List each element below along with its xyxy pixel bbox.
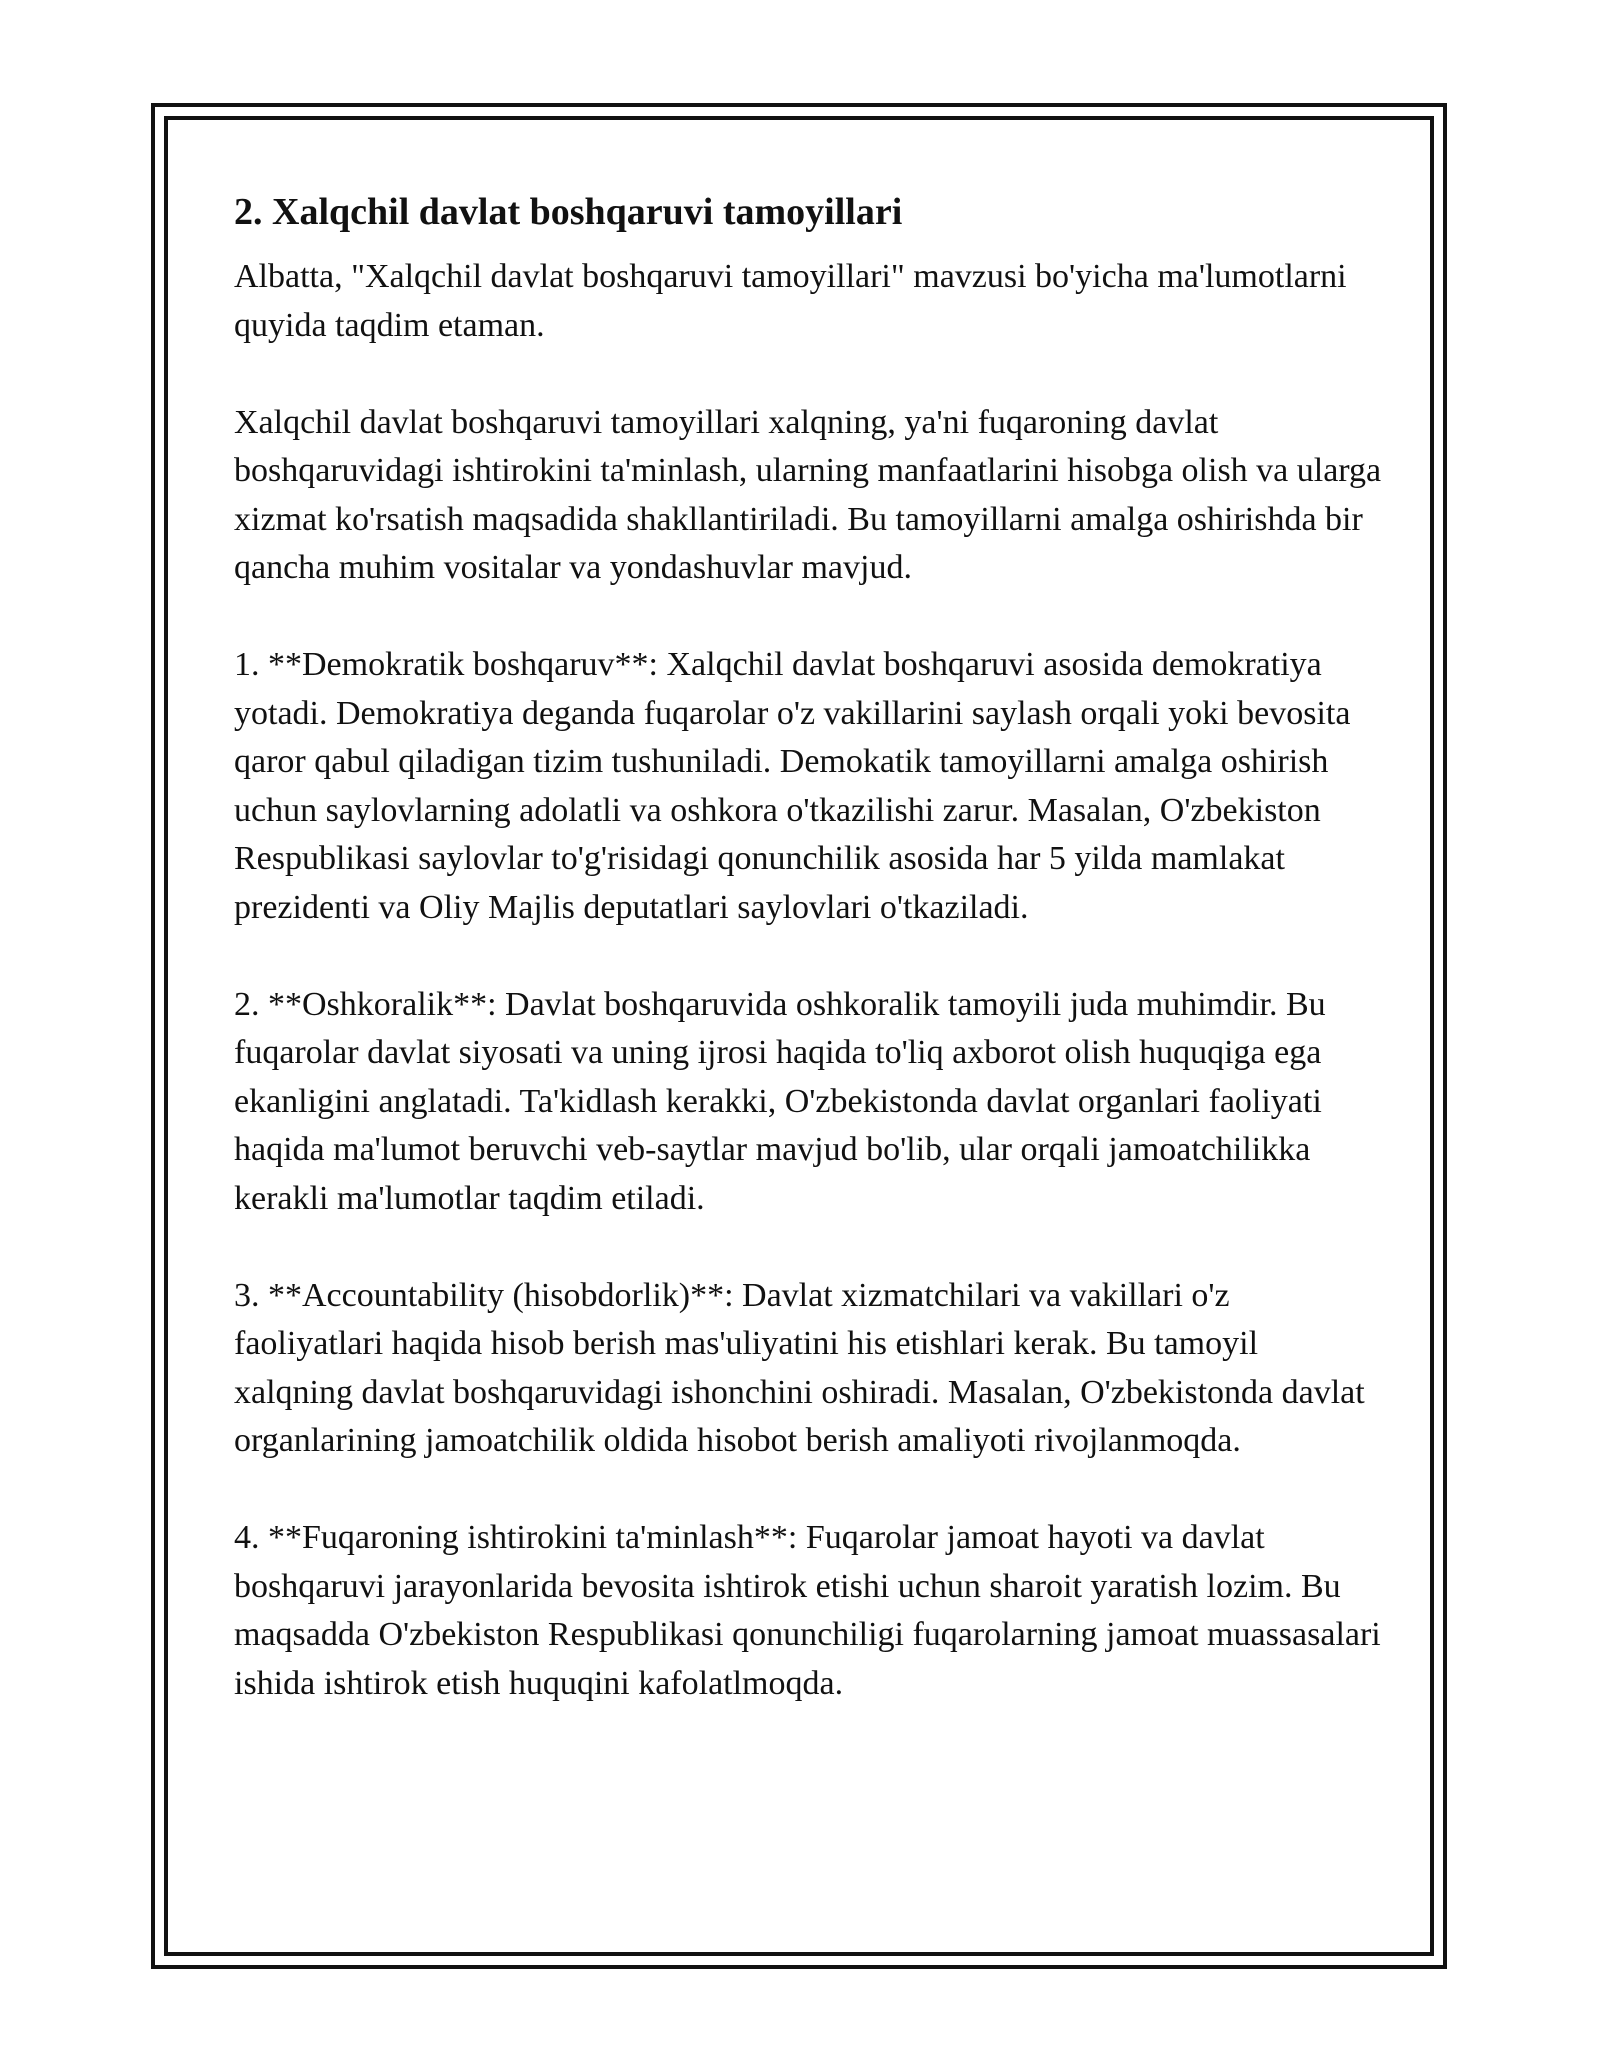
principle-1-paragraph: 1. **Demokratik boshqaruv**: Xalqchil davlat boshqaruvi asosida demokratiya yotadi. Demokratiya deganda fuqarolar o'z vakillarini saylash orqali yoki bevosita qaror qabul qiladigan tizim tushuniladi. Demokatik tamoyillarni amalga oshirish uchun saylovlarning adolatli va oshkora o'tkazilishi zarur. Masalan, O'zbekiston Respublikasi saylovlar to'g'risidagi qonunchilik asosida har 5 yilda mamlakat prezidenti va Oliy Majlis deputatlari saylovlari o'tkaziladi. — [234, 646, 1351, 926]
intro-paragraph: Albatta, "Xalqchil davlat boshqaruvi tamoyillari" mavzusi bo'yicha ma'lumotlarni quyida taqdim etaman. — [234, 258, 1347, 344]
principle-2-paragraph: 2. **Oshkoralik**: Davlat boshqaruvida oshkoralik tamoyili juda muhimdir. Bu fuqarolar davlat siyosati va uning ijrosi haqida to'liq axborot olish huquqiga ega ekanligini anglatadi. Ta'kidlash kerakki, O'zbekistonda davlat organlari faoliyati haqida ma'lumot beruvchi veb-saytlar mavjud bo'lib, ular orqali jamoatchilikka kerakli ma'lumotlar taqdim etiladi. — [234, 985, 1326, 1217]
principle-3-paragraph: 3. **Accountability (hisobdorlik)**: Davlat xizmatchilari va vakillari o'z faoliyatlari haqida hisob berish mas'uliyatini his etishlari kerak. Bu tamoyil xalqning davlat boshqaruvidagi ishonchini oshiradi. Masalan, O'zbekistonda davlat organlarining jamoatchilik oldida hisobot berish amaliyoti rivojlanmoqda. — [234, 1276, 1365, 1459]
overview-paragraph: Xalqchil davlat boshqaruvi tamoyillari xalqning, ya'ni fuqaroning davlat boshqaruvidagi ishtirokini ta'minlash, ularning manfaatlarini hisobga olish va ularga xizmat ko'rsatish maqsadida shakllantiriladi. Bu tamoyillarni amalga oshirishda bir qancha muhim vositalar va yondashuvlar mavjud. — [234, 403, 1382, 586]
document-title: 2. Xalqchil davlat boshqaruvi tamoyillari — [234, 191, 903, 233]
document-body — [234, 185, 1384, 1757]
principle-4-paragraph: 4. **Fuqaroning ishtirokini ta'minlash**: Fuqarolar jamoat hayoti va davlat boshqaruvi jarayonlarida bevosita ishtirok etishi uchun sharoit yaratish lozim. Bu maqsadda O'zbekiston Respublikasi qonunchiligi fuqarolarning jamoat muassasalari ishida ishtirok etish huquqini kafolatlmoqda. — [234, 1519, 1381, 1702]
